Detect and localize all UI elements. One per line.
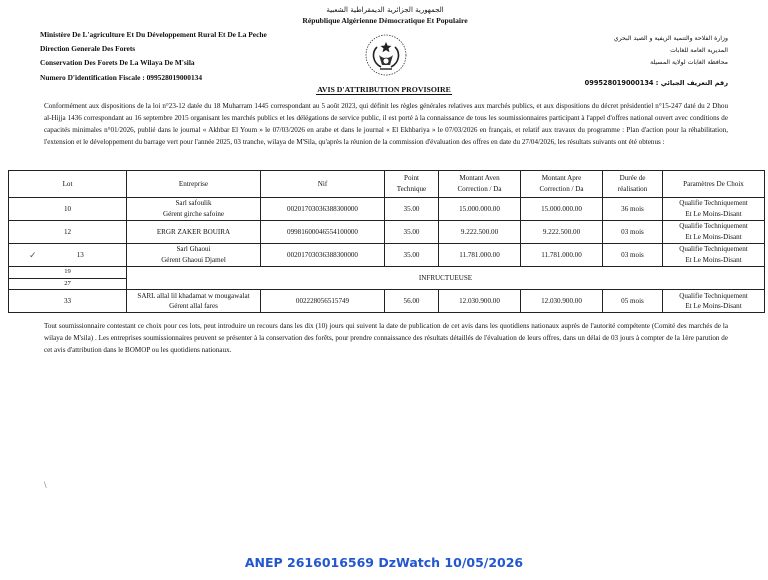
- cell-apres: 11.781.000.00: [521, 244, 603, 267]
- header-point-line2: Technique: [396, 185, 427, 193]
- recourse-paragraph: Tout soumissionnaire contestant ce choix pour ces lots, peut introduire un recours dans les dix (10) jours qui suivent la date de publication de cet avis dans les quotidiens nationaux auprès de l'autorité compétente (Comité des marchés de la wilaya de M'sila) . Les entreprises soumissionnaires peuvent se présenter à la conservation des forêts, pour prendre connaissance des résultats détaillés de l'évaluation de leurs offres, dans un délai de 03 jours à compter de la 1ère parution de cet avis d'attribution dans le BOMOP ou les quotidiens nationaux.: [44, 322, 728, 354]
- table-row: [9, 221, 765, 244]
- cell-avant: 12.030.900.00: [439, 290, 521, 313]
- cell-entreprise: [127, 198, 261, 221]
- cell-avant: 15.000.000.00: [439, 198, 521, 221]
- entreprise-line2: Gérent allal fares: [169, 302, 218, 311]
- results-table: [8, 170, 765, 313]
- cell-apres: 9.222.500.00: [521, 221, 603, 244]
- cell-lot: 27: [9, 278, 127, 290]
- cell-lot: 12: [9, 221, 127, 244]
- direction-name-arabic: المديرية العامة للغابات: [670, 47, 728, 54]
- entreprise-line1: SARL allal lil khadamat w mougawalat: [137, 291, 250, 300]
- header-right-block: [585, 33, 728, 89]
- republic-french: République Algérienne Démocratique Et Populaire: [302, 16, 468, 25]
- document-title: [0, 85, 768, 94]
- cell-entreprise: [127, 244, 261, 267]
- cell-nif: 09981600046554100000: [261, 221, 385, 244]
- cell-nif: 002228056515749: [261, 290, 385, 313]
- header-duree: [603, 171, 663, 198]
- entreprise-line2: Gérent Ghaoui Djamel: [161, 256, 226, 264]
- direction-name: Direction Generale Des Forets: [40, 44, 136, 54]
- header-point-line1: Point: [404, 174, 419, 183]
- cell-infructueuse: INFRUCTUEUSE: [127, 267, 765, 290]
- ministry-name-arabic: وزارة الفلاحة والتنمية الريفية و الصيد البحري: [613, 35, 728, 42]
- header-entreprise: Entreprise: [127, 171, 261, 198]
- anep-reference: ANEP 2616016569 DzWatch 10/05/2026: [244, 555, 524, 570]
- cell-nif: 00201703036388300000: [261, 198, 385, 221]
- header-lot: Lot: [9, 171, 127, 198]
- table-row: [9, 290, 765, 313]
- cell-params: [663, 290, 765, 313]
- header-avant-line1: Montant Aven: [459, 174, 500, 183]
- header-avant-line2: Correction / Da: [457, 185, 502, 193]
- cell-duree: 03 mois: [603, 221, 663, 244]
- cell-point: 56.00: [385, 290, 439, 313]
- cell-entreprise: ERGR ZAKER BOUIRA: [127, 221, 261, 244]
- cell-avant: 9.222.500.00: [439, 221, 521, 244]
- fiscal-id: Numero D'identification Fiscale : 099528019000134: [40, 72, 203, 82]
- header-duree-line2: réalisation: [617, 185, 648, 193]
- cell-point: 35.00: [385, 244, 439, 267]
- header-nif: Nif: [261, 171, 385, 198]
- intro-paragraph: Conformément aux dispositions de la loi n°23-12 datée du 18 Muharram 1445 correspondant au 5 août 2023, qui définit les règles générales relatives aux marchés publics, et aux dispositions du décret présidentiel n°15-247 daté du 2 Dhou al-Hijja 1436 correspondant au 16 septembre 2015 organisant les marchés publics et les délégations de service public, il est porté à la connaissance de tous les soumissionnaires participant à l'appel d'offres national ouvert avec conditions de capacités minimales n°01/2026, publié dans le journal « Akhbar El Youm » le 07/03/2026 en arabe et dans le journal « El Ekhbariya » le 07/03/2026 en français, et relatif aux travaux du programme : Plan d'action pour la réhabilitation, l'extension et le développement du barrage vert pour l'année 2025, 03 tranche, wilaya de M'Sila, qu'après la réunion de la commission d'évaluation des offres en date du 27/04/2026, les résultats suivants ont été obtenus :: [44, 102, 728, 146]
- algeria-emblem-icon: [363, 33, 409, 79]
- cell-avant: 11.781.000.00: [439, 244, 521, 267]
- cell-lot: 19: [9, 267, 127, 279]
- entreprise-line2: Gérent girche safoine: [162, 210, 225, 218]
- cell-apres: 12.030.900.00: [521, 290, 603, 313]
- header-params: Paramètres De Choix: [663, 171, 765, 198]
- cell-params: [663, 244, 765, 267]
- scan-mark: \: [44, 480, 47, 490]
- header-apres: [521, 171, 603, 198]
- params-line1: Qualifie Techniquement: [679, 222, 748, 231]
- fiscal-id-arabic: رقم التعريف الجبائي : 099528019000134: [584, 79, 728, 87]
- cell-point: 35.00: [385, 198, 439, 221]
- params-line1: Qualifie Techniquement: [679, 291, 748, 300]
- table-row-infructueuse: [9, 267, 765, 279]
- cell-point: 35.00: [385, 221, 439, 244]
- ministry-name: Ministère De L'agriculture Et Du Développement Rural Et De La Peche: [40, 30, 267, 39]
- republic-arabic: الجمهورية الجزائرية الديمقراطية الشعبية: [326, 6, 444, 14]
- params-line2: Et Le Moins-Disant: [685, 302, 742, 311]
- cell-nif: 00201703036388300000: [261, 244, 385, 267]
- header-apres-line2: Correction / Da: [539, 185, 584, 193]
- conservation-name-arabic: محافظة الغابات لولاية المسيلة: [650, 59, 728, 66]
- params-line1: Qualifie Techniquement: [679, 245, 748, 254]
- header-left-block: [40, 28, 267, 85]
- params-line1: Qualifie Techniquement: [679, 199, 748, 208]
- cell-lot: [9, 244, 127, 267]
- table-row: [9, 198, 765, 221]
- params-line2: Et Le Moins-Disant: [685, 210, 742, 218]
- header-duree-line1: Durée de: [619, 174, 646, 183]
- cell-duree: 03 mois: [603, 244, 663, 267]
- header-avant: [439, 171, 521, 198]
- conservation-name: Conservation Des Forets De La Wilaya De M'sila: [40, 58, 195, 68]
- document-title-text: AVIS D'ATTRIBUTION PROVISOIRE: [317, 85, 451, 94]
- cell-entreprise: [127, 290, 261, 313]
- handwritten-check-mark: ✓: [29, 249, 37, 260]
- cell-lot: 33: [9, 290, 127, 313]
- entreprise-line1: Sarl safoulik: [175, 199, 212, 208]
- cell-apres: 15.000.000.00: [521, 198, 603, 221]
- header-center-block: [230, 6, 540, 25]
- table-header-row: [9, 171, 765, 198]
- lot-value: 13: [76, 250, 84, 259]
- cell-params: [663, 221, 765, 244]
- params-line2: Et Le Moins-Disant: [685, 256, 742, 264]
- header-point: [385, 171, 439, 198]
- table-row: [9, 244, 765, 267]
- params-line2: Et Le Moins-Disant: [685, 233, 742, 241]
- cell-duree: 36 mois: [603, 198, 663, 221]
- cell-lot: 10: [9, 198, 127, 221]
- entreprise-line1: Sarl Ghaoui: [176, 245, 211, 254]
- cell-params: [663, 198, 765, 221]
- cell-duree: 05 mois: [603, 290, 663, 313]
- header-apres-line1: Montant Apre: [541, 174, 582, 183]
